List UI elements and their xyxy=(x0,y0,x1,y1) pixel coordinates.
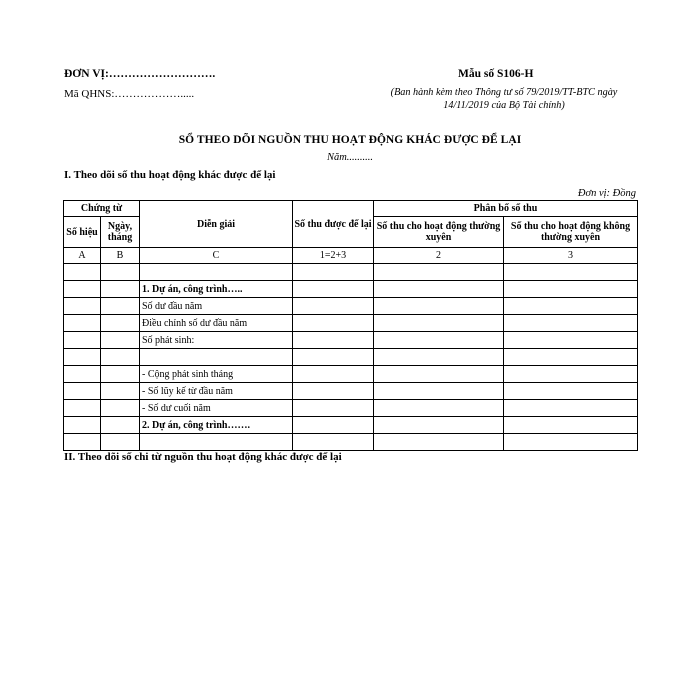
column-code: 3 xyxy=(504,248,638,264)
table-cell xyxy=(64,298,101,315)
column-code-row xyxy=(64,248,638,264)
table-cell xyxy=(293,298,374,315)
table-cell xyxy=(504,434,638,451)
table-cell xyxy=(504,264,638,281)
issuance-note xyxy=(372,86,636,112)
table-row xyxy=(64,366,638,383)
table-cell xyxy=(101,434,140,451)
regular-activity-header: Số thu cho hoạt động thường xuyên xyxy=(374,217,504,248)
table-cell xyxy=(374,315,504,332)
allocation-header: Phân bổ số thu xyxy=(374,201,638,217)
column-code: 1=2+3 xyxy=(293,248,374,264)
table-cell xyxy=(101,400,140,417)
table-cell xyxy=(64,383,101,400)
table-row xyxy=(64,298,638,315)
table-cell xyxy=(504,417,638,434)
table-cell xyxy=(64,400,101,417)
table-cell xyxy=(504,366,638,383)
table-cell xyxy=(64,315,101,332)
table-cell xyxy=(504,400,638,417)
table-cell xyxy=(101,366,140,383)
voucher-date-header: Ngày, tháng xyxy=(101,217,140,248)
currency-unit-note: Đơn vị: Đồng xyxy=(577,188,636,199)
table-cell xyxy=(374,417,504,434)
table-cell xyxy=(374,434,504,451)
row-description: - Cộng phát sinh tháng xyxy=(140,366,293,383)
table-cell xyxy=(504,383,638,400)
form-number: Mẫu số S106-H xyxy=(458,68,534,80)
voucher-number-header: Số hiệu xyxy=(64,217,101,248)
table-cell xyxy=(374,332,504,349)
table-cell xyxy=(64,349,101,366)
description-header: Diễn giải xyxy=(140,201,293,248)
column-code: C xyxy=(140,248,293,264)
table-cell xyxy=(374,264,504,281)
table-cell xyxy=(374,349,504,366)
table-cell xyxy=(504,349,638,366)
unit-label: ĐƠN VỊ:………………………. xyxy=(64,68,216,80)
table-cell xyxy=(101,383,140,400)
issuance-note-line1: (Ban hành kèm theo Thông tư số 79/2019/TT-BTC ngày xyxy=(390,87,618,98)
issuance-note-line2: 14/11/2019 của Bộ Tài chính) xyxy=(443,100,565,111)
table-cell xyxy=(293,417,374,434)
table-cell xyxy=(101,315,140,332)
table-row xyxy=(64,264,638,281)
row-description: Số phát sinh: xyxy=(140,332,293,349)
table-row xyxy=(64,434,638,451)
table-cell xyxy=(64,281,101,298)
table-cell xyxy=(293,332,374,349)
table-cell xyxy=(293,366,374,383)
table-cell xyxy=(504,281,638,298)
table-cell xyxy=(293,281,374,298)
qhns-label: Mã QHNS:………………..... xyxy=(64,88,195,100)
table-cell xyxy=(374,366,504,383)
table-cell xyxy=(504,332,638,349)
table-row xyxy=(64,383,638,400)
table-cell xyxy=(64,434,101,451)
table-cell xyxy=(374,400,504,417)
revenue-ledger-table xyxy=(63,200,638,451)
row-description: - Số dư cuối năm xyxy=(140,400,293,417)
table-cell xyxy=(101,281,140,298)
section-2-heading: II. Theo dõi số chi từ nguồn thu hoạt động khác được để lại xyxy=(64,451,342,463)
table-row xyxy=(64,417,638,434)
table-cell xyxy=(64,264,101,281)
row-description xyxy=(140,349,293,366)
table-cell xyxy=(374,383,504,400)
row-description xyxy=(140,264,293,281)
table-row xyxy=(64,349,638,366)
revenue-retained-header: Số thu được để lại xyxy=(293,201,374,248)
table-cell xyxy=(504,315,638,332)
table-row xyxy=(64,332,638,349)
row-description: 2. Dự án, công trình……. xyxy=(140,417,293,434)
table-cell xyxy=(64,366,101,383)
table-cell xyxy=(293,315,374,332)
row-description: Số dư đầu năm xyxy=(140,298,293,315)
table-row xyxy=(64,400,638,417)
table-cell xyxy=(293,383,374,400)
column-code: A xyxy=(64,248,101,264)
column-code: B xyxy=(101,248,140,264)
table-cell xyxy=(101,298,140,315)
table-cell xyxy=(101,264,140,281)
row-description xyxy=(140,434,293,451)
table-cell xyxy=(293,400,374,417)
table-cell xyxy=(101,349,140,366)
table-cell xyxy=(374,281,504,298)
section-1-heading: I. Theo dõi số thu hoạt động khác được để lại xyxy=(64,169,276,181)
table-row xyxy=(64,315,638,332)
table-cell xyxy=(374,298,504,315)
table-cell xyxy=(101,332,140,349)
table-cell xyxy=(64,332,101,349)
table-cell xyxy=(293,264,374,281)
table-cell xyxy=(64,417,101,434)
row-description: Điều chỉnh số dư đầu năm xyxy=(140,315,293,332)
year-line: Năm.......... xyxy=(326,152,374,163)
table-row xyxy=(64,281,638,298)
row-description: 1. Dự án, công trình….. xyxy=(140,281,293,298)
row-description: - Số lũy kế từ đầu năm xyxy=(140,383,293,400)
table-cell xyxy=(504,298,638,315)
document-title: SỔ THEO DÕI NGUỒN THU HOẠT ĐỘNG KHÁC ĐƯỢC ĐỂ LẠI xyxy=(178,134,522,146)
table-cell xyxy=(101,417,140,434)
table-cell xyxy=(293,349,374,366)
table-cell xyxy=(293,434,374,451)
column-code: 2 xyxy=(374,248,504,264)
nonregular-activity-header: Số thu cho hoạt động không thường xuyên xyxy=(504,217,638,248)
voucher-header: Chứng từ xyxy=(64,201,140,217)
